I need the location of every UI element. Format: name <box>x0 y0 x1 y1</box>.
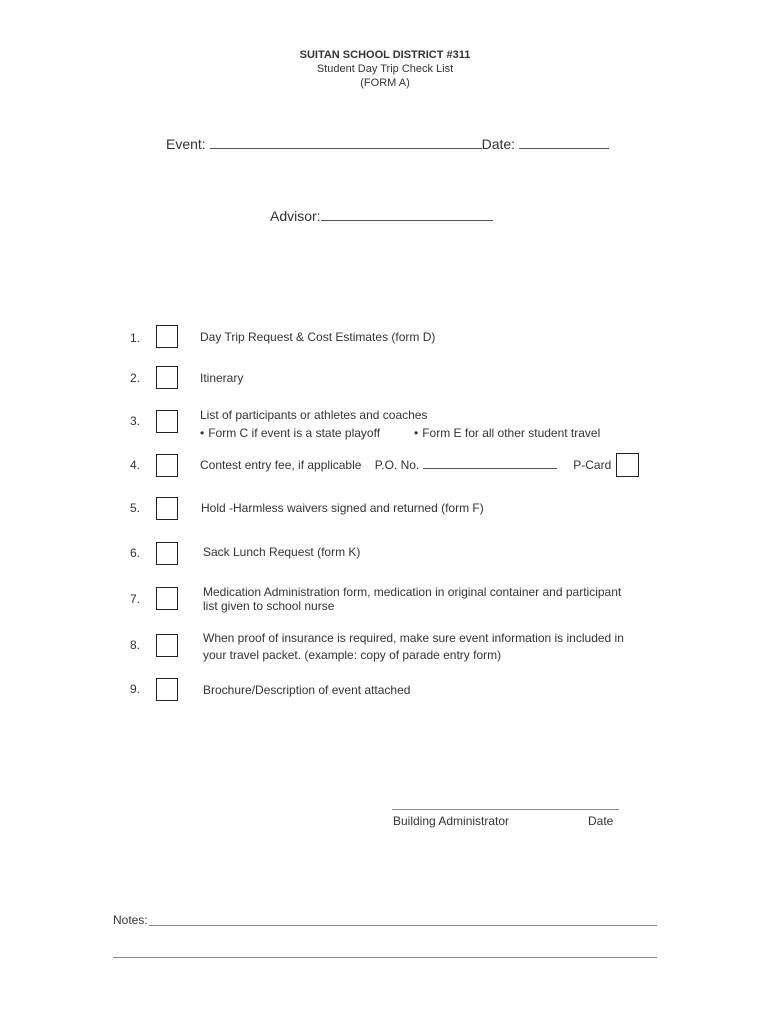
item-text-line1: Medication Administration form, medication in original container and participant <box>203 585 622 599</box>
notes-label: Notes: <box>113 913 148 927</box>
pcard-label: P-Card <box>573 458 612 472</box>
notes-line-2[interactable] <box>113 957 657 958</box>
item-number: 1. <box>129 331 140 345</box>
checkbox-insurance[interactable] <box>156 634 178 657</box>
building-admin-label: Building Administrator <box>393 814 510 828</box>
item-text: Day Trip Request & Cost Estimates (form D) <box>200 330 436 344</box>
item-number: 9. <box>129 682 140 696</box>
checkbox-pcard[interactable] <box>616 453 639 477</box>
item-text: Itinerary <box>200 371 244 385</box>
bullet-form-c: • Form C if event is a state playoff <box>200 425 380 441</box>
form-subtitle: Student Day Trip Check List <box>316 63 454 75</box>
checkbox-medication[interactable] <box>156 587 178 610</box>
item-number: 4. <box>129 458 140 472</box>
item-text: Hold -Harmless waivers signed and returned (form F) <box>201 501 484 515</box>
item-text: Sack Lunch Request (form K) <box>203 545 361 559</box>
advisor-field[interactable] <box>321 208 493 221</box>
item-text: List of participants or athletes and coaches <box>200 408 428 422</box>
item-number: 2. <box>129 371 140 385</box>
item-number: 8. <box>129 638 140 652</box>
po-label: P.O. No. <box>374 458 420 472</box>
checkbox-brochure[interactable] <box>156 678 178 701</box>
item-number: 5. <box>129 501 140 515</box>
checkbox-hold-harmless[interactable] <box>156 497 178 520</box>
item-text-line1: When proof of insurance is required, make sure event information is included in <box>203 631 624 645</box>
signature-line[interactable] <box>392 809 619 810</box>
checkbox-sack-lunch[interactable] <box>156 542 178 565</box>
event-field[interactable] <box>210 136 482 149</box>
event-date-row <box>166 136 609 152</box>
checkbox-participants-list[interactable] <box>156 410 178 433</box>
advisor-row <box>270 208 493 224</box>
signature-date-label: Date <box>588 814 614 828</box>
checkbox-day-trip-request[interactable] <box>156 325 178 348</box>
event-label: Event: <box>166 136 206 152</box>
notes-line-1[interactable] <box>149 925 657 926</box>
checkbox-itinerary[interactable] <box>156 366 178 389</box>
item-number: 6. <box>129 546 140 560</box>
po-number-field[interactable] <box>423 458 557 469</box>
item-number: 7. <box>129 592 140 606</box>
district-title: SUITAN SCHOOL DISTRICT #311 <box>299 49 471 61</box>
form-designation: (FORM A) <box>360 77 410 89</box>
item-text-line2: your travel packet. (example: copy of parade entry form) <box>203 648 502 662</box>
contest-fee-label: Contest entry fee, if applicable <box>200 458 362 472</box>
bullet-form-e: • Form E for all other student travel <box>414 425 600 441</box>
date-label: Date: <box>481 136 516 152</box>
checkbox-contest-entry-fee[interactable] <box>156 454 178 477</box>
item-number: 3. <box>129 414 140 428</box>
advisor-label: Advisor: <box>270 208 321 224</box>
date-field[interactable] <box>519 136 609 149</box>
item-text <box>200 457 611 473</box>
item-text-line2: list given to school nurse <box>203 599 335 613</box>
item-text: Brochure/Description of event attached <box>203 683 411 697</box>
